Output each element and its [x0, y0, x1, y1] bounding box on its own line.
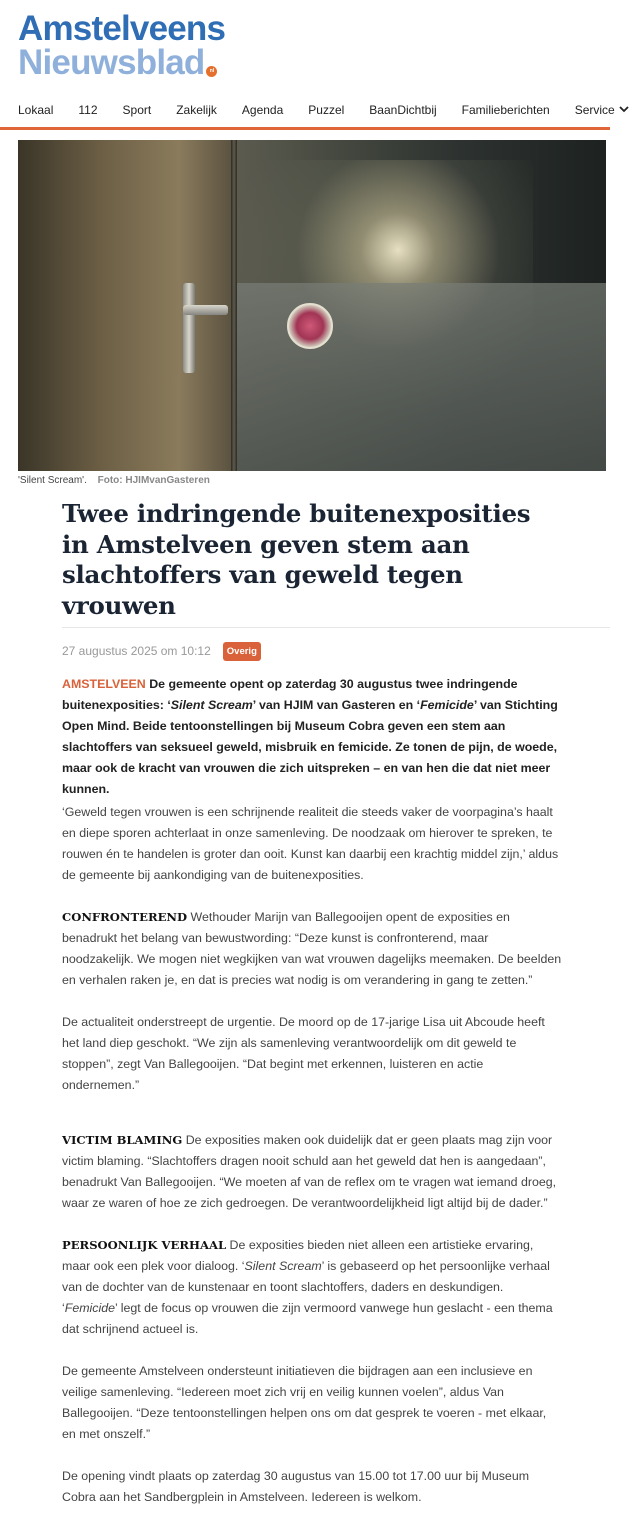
photo-caption [0, 471, 610, 491]
hero-door-lever [183, 305, 228, 315]
main-nav [0, 92, 615, 130]
lead-emph-1: Silent Scream [170, 698, 253, 712]
subhead-persoonlijk-verhaal: PERSOONLIJK VERHAAL [62, 1238, 227, 1252]
nav-item-familieberichten[interactable]: Familieberichten [461, 102, 550, 117]
site-header [0, 0, 610, 92]
chevron-down-icon [619, 104, 629, 116]
paragraph-opening: De opening vindt plaats op zaterdag 30 augustus van 15.00 tot 17.00 uur bij Museum Cobra aan het Sandbergplein in Amstelveen. Iedereen is welkom. [62, 1469, 530, 1504]
site-logo[interactable] [18, 9, 610, 82]
nav-item-service[interactable] [575, 103, 629, 117]
s3-part-b: ’ is gebaseerd op het persoonlijke verhaal van de dochter van de kunstenaar en toont slachtoffers, daders en deskundigen. ‘ [62, 1259, 550, 1315]
article-body [0, 664, 610, 1508]
article-meta [0, 628, 610, 664]
logo-line-2: Nieuwsblad [18, 43, 205, 82]
paragraph-victim-blaming [62, 1130, 562, 1214]
article-lead [62, 674, 562, 800]
lead-part-2: ’ van HJIM van Gasteren en ‘ [252, 698, 421, 712]
subhead-confronterend: CONFRONTEREND [62, 910, 188, 924]
paragraph-gemeente: De gemeente Amstelveen ondersteunt initiatieven die bijdragen aan een inclusieve en veilige samenleving. “Iedereen moet zich vrij en veilig kunnen voelen”, aldus Van Ballegooijen. “Deze tentoonstellingen helpen ons om dat gesprek te voeren - met elkaar, en met onszelf.” [62, 1364, 547, 1441]
hero-door-handle [183, 283, 195, 373]
hero-peephole-lips [287, 303, 333, 349]
s3-emph-2: Femicide [64, 1301, 116, 1315]
nav-service-label: Service [574, 102, 615, 117]
dateline: AMSTELVEEN [62, 677, 146, 691]
hero-image [18, 140, 606, 471]
nav-item-112[interactable]: 112 [78, 102, 98, 117]
lead-part-1: De gemeente opent op zaterdag 30 augustus twee indringende buitenexposities: ‘ [62, 677, 518, 712]
nav-item-baandichtbij[interactable]: BaanDichtbij [369, 102, 437, 117]
nav-item-puzzel[interactable]: Puzzel [308, 102, 345, 117]
category-badge[interactable]: Overig [223, 642, 261, 661]
paragraph-confronterend-text: Wethouder Marijn van Ballegooijen opent de exposities en benadrukt het belang van bewustwording: “Deze kunst is confronterend, maar noodzakelijk. We mogen niet wegkijken van wat vrouwen dagelijks meemaken. De beelden en verhalen raken je, en dat is precies wat nodig is om verandering in gang te zetten.” [62, 910, 562, 987]
logo-line-1: Amstelveens [18, 9, 226, 48]
subhead-victim-blaming: VICTIM BLAMING [62, 1133, 183, 1147]
article-title: Twee indringende buitenexposities in Amstelveen geven stem aan slachtoffers van geweld tegen vrouwen [62, 499, 531, 620]
lead-part-3: ’ van Stichting Open Mind. Beide tentoonstellingen bij Museum Cobra geven een stem aan slachtoffers van seksueel geweld, misbruik en femicide. Ze tonen de pijn, de woede, maar ook de kracht van vrouwen die zich uitspreken – en van hen die dat niet meer kunnen. [62, 698, 558, 796]
paragraph-persoonlijk-verhaal [62, 1235, 562, 1340]
nav-item-zakelijk[interactable]: Zakelijk [176, 102, 217, 117]
paragraph-confronterend [62, 907, 562, 991]
photo-caption-text: 'Silent Scream'. [18, 475, 87, 486]
nav-item-sport[interactable]: Sport [122, 102, 152, 117]
nav-item-lokaal[interactable]: Lokaal [18, 102, 54, 117]
nav-item-agenda[interactable]: Agenda [241, 102, 284, 117]
paragraph-intro: ‘Geweld tegen vrouwen is een schrijnende realiteit die steeds vaker de voorpagina’s haalt en diepe sporen achterlaat in onze samenleving. De noodzaak om hierover te spreken, te rouwen én te handelen is groter dan ooit. Kunst kan daarbij een krachtig middel zijn,’ aldus de gemeente bij aankondiging van de buitenexposities. [62, 805, 559, 882]
article-header [0, 491, 610, 621]
s3-emph-1: Silent Scream [244, 1259, 322, 1273]
paragraph-victim-blaming-text: De exposities maken ook duidelijk dat er geen plaats mag zijn voor victim blaming. “Slachtoffers dragen nooit schuld aan het geweld dat hen is aangedaan”, benadrukt Van Ballegooijen. “We moeten af van de reflex om te vragen wat iemand droeg, waar ze waren of hoe ze zich gedroegen. De verantwoordelijkheid ligt altijd bij de dader.” [62, 1133, 557, 1210]
photo-credit: Foto: HJIMvanGasteren [97, 475, 210, 486]
s3-part-a: De exposities bieden niet alleen een artistieke ervaring, maar ook een plek voor dialoog. ‘ [62, 1238, 534, 1273]
paragraph-actualiteit: De actualiteit onderstreept de urgentie. De moord op de 17-jarige Lisa uit Abcoude heeft het land diep geschokt. “We zijn als samenleving verantwoordelijk om dit geweld te stoppen”, zegt Van Ballegooijen. “Dat begint met erkennen, luisteren en actie ondernemen.” [62, 1015, 545, 1092]
article-date: 27 augustus 2025 om 10:12 [62, 644, 211, 658]
s3-part-c: ’ legt de focus op vrouwen die zijn vermoord vanwege hun geslacht - een thema dat schrijnend actueel is. [62, 1301, 553, 1336]
article-photo [0, 140, 610, 491]
lead-emph-2: Femicide [420, 698, 474, 712]
logo-badge: nl [206, 66, 217, 77]
